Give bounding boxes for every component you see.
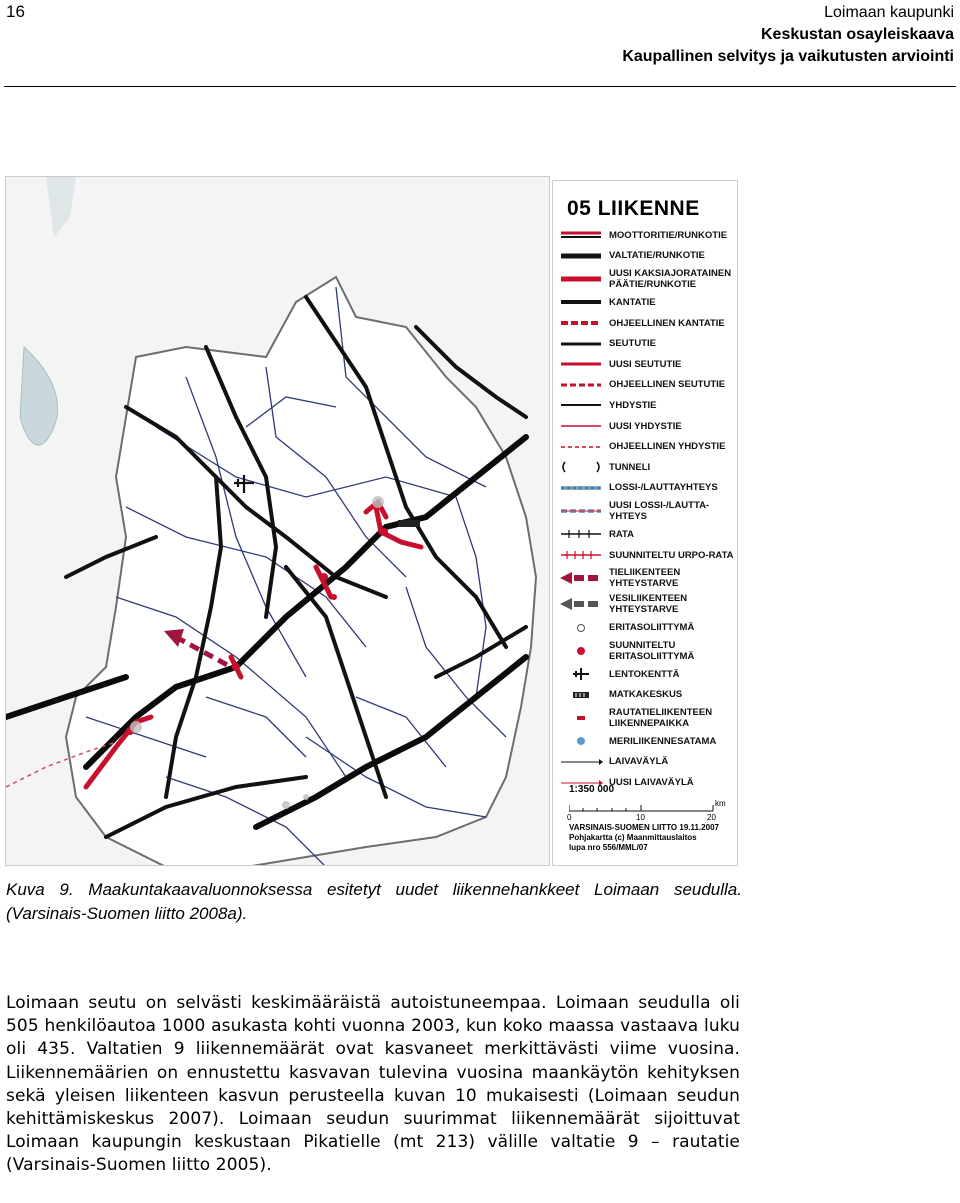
red-arrow-icon	[557, 570, 605, 586]
legend-label: ERITASOLIITTYMÄ	[609, 622, 695, 634]
legend-item	[557, 638, 739, 664]
legend-item	[557, 416, 739, 437]
legend-label: UUSI LOSSI-/LAUTTA-YHTEYS	[609, 500, 710, 523]
legend-label: SUUNNITELTU URPO-RATA	[609, 549, 734, 561]
legend-item	[557, 225, 739, 246]
page-header	[0, 0, 960, 90]
new-ferry-line-icon	[557, 503, 605, 519]
legend-item	[557, 685, 739, 706]
legend-item	[557, 436, 739, 457]
legend-item	[557, 752, 739, 773]
thin-black-line-icon	[557, 397, 605, 413]
legend-item	[557, 395, 739, 416]
dashed-red-line-icon	[557, 377, 605, 393]
legend-item	[557, 354, 739, 375]
body-text	[6, 992, 740, 1178]
thick-black-line-icon	[557, 248, 605, 264]
thin-dashed-red-line-icon	[557, 439, 605, 455]
map-credit-source: VARSINAIS-SUOMEN LIITTO 19.11.2007	[569, 823, 719, 832]
planned-railway-icon	[557, 547, 605, 563]
legend-item	[557, 617, 739, 638]
legend-label: LENTOKENTTÄ	[609, 668, 680, 680]
tunnel-icon	[557, 459, 605, 475]
black-line-icon	[557, 336, 605, 352]
legend-item	[557, 375, 739, 396]
legend-label: LOSSI-/LAUTTAYHTEYS	[609, 482, 718, 494]
red-dash-icon	[557, 710, 605, 726]
thick-red-line-icon	[557, 271, 605, 287]
traffic-figure	[5, 176, 738, 866]
legend-label: MOOTTORITIE/RUNKOTIE	[609, 229, 728, 241]
legend-label: YHDYSTIE	[609, 399, 657, 411]
legend-item	[557, 266, 739, 292]
legend-item	[557, 591, 739, 617]
dashed-red-line-icon	[557, 315, 605, 331]
header-divider	[4, 86, 956, 87]
header-organization: Loimaan kaupunki	[824, 4, 954, 21]
legend-label: UUSI LAIVAVÄYLÄ	[609, 777, 694, 789]
legend-label: UUSI SEUTUTIE	[609, 358, 682, 370]
scale-unit: km	[715, 799, 726, 808]
legend-items	[557, 225, 739, 793]
legend-label: RATA	[609, 528, 634, 540]
legend-label: OHJEELLINEN YHDYSTIE	[609, 441, 726, 453]
map-drawing	[6, 177, 550, 866]
thick-black-line-icon	[557, 294, 605, 310]
thin-red-line-icon	[557, 418, 605, 434]
scale-bar	[569, 801, 737, 823]
legend-label: VALTATIE/RUNKOTIE	[609, 250, 705, 262]
shipping-lane-icon	[557, 754, 605, 770]
legend-title: 05 LIIKENNE	[567, 197, 700, 220]
scale-label: 1:350 000	[569, 784, 615, 795]
legend-item	[557, 498, 739, 524]
legend-label: TUNNELI	[609, 461, 651, 473]
legend-item	[557, 457, 739, 478]
legend-item	[557, 313, 739, 334]
legend-label: MATKAKESKUS	[609, 689, 683, 701]
legend-item	[557, 292, 739, 313]
hollow-circle-icon	[557, 620, 605, 636]
map-credit-license: lupa nro 556/MML/07	[569, 843, 648, 852]
map-scale	[569, 785, 737, 853]
blue-dot-icon	[557, 733, 605, 749]
legend-item	[557, 664, 739, 685]
header-titles	[622, 2, 954, 68]
gray-arrow-icon	[557, 596, 605, 612]
legend-item	[557, 524, 739, 545]
scale-tick: 0	[567, 813, 572, 822]
airplane-icon	[557, 666, 605, 682]
ferry-line-icon	[557, 480, 605, 496]
legend-item	[557, 478, 739, 499]
legend-label: MERILIIKENNESATAMA	[609, 735, 717, 747]
legend-item	[557, 565, 739, 591]
legend-label: SUUNNITELTU ERITASOLIITTYMÄ	[609, 639, 695, 662]
map-legend	[552, 180, 738, 866]
map-credit-basemap: Pohjakartta (c) Maanmittauslaitos	[569, 833, 697, 842]
legend-item	[557, 333, 739, 354]
page-number: 16	[6, 2, 25, 21]
legend-item	[557, 705, 739, 731]
legend-item	[557, 731, 739, 752]
traffic-map	[5, 176, 550, 866]
legend-label: SEUTUTIE	[609, 338, 656, 350]
legend-label: LAIVAVÄYLÄ	[609, 756, 669, 768]
double-red-black-line-icon	[557, 227, 605, 243]
legend-item	[557, 246, 739, 267]
scale-tick: 20	[707, 813, 716, 822]
legend-label: UUSI KAKSIAJORATAINEN PÄÄTIE/RUNKOTIE	[609, 268, 732, 291]
legend-label: TIELIIKENTEEN YHTEYSTARVE	[609, 567, 681, 590]
red-line-icon	[557, 356, 605, 372]
legend-label: OHJEELLINEN KANTATIE	[609, 317, 725, 329]
bus-icon	[557, 687, 605, 703]
legend-label: VESILIIKENTEEN YHTEYSTARVE	[609, 593, 688, 616]
legend-label: OHJEELLINEN SEUTUTIE	[609, 379, 726, 391]
header-report-title: Kaupallinen selvitys ja vaikutusten arviointi	[622, 48, 954, 65]
scale-tick: 10	[636, 813, 645, 822]
legend-item	[557, 545, 739, 566]
red-dot-icon	[557, 643, 605, 659]
legend-label: UUSI YHDYSTIE	[609, 420, 682, 432]
figure-caption: Kuva 9. Maakuntakaavaluonnoksessa esitetyt uudet liikennehankkeet Loimaan seudulla.(Varsinais-Suomen liitto 2008a).	[6, 880, 742, 923]
railway-icon	[557, 526, 605, 542]
body-paragraph: Loimaan seutu on selvästi keskimääräistä autoistuneempaa. Loimaan seudulla oli 505 henkilöautoa 1000 asukasta kohti vuonna 2003, kun koko maassa vastaava luku oli 435. Valtatien 9 liikennemäärät ovat kasvaneet merkittävästi viime vuosina. Liikennemäärien on ennustettu kasvavan tulevina vuosina maankäytön kehityksen sekä yleisen liikenteen kasvun perusteella kuvan 10 mukaisesti (Loimaan seudun kehittämiskeskus 2007). Loimaan seudun suurimmat liikennemäärät sijoittuvat Loimaan kaupungin keskustaan Pikatielle (mt 213) välille valtatie 9 – rautatie (Varsinais-Suomen liitto 2005).	[6, 993, 740, 1176]
header-plan-title: Keskustan osayleiskaava	[760, 26, 954, 43]
legend-label: RAUTATIELIIKENTEEN LIIKENNEPAIKKA	[609, 707, 713, 730]
legend-label: KANTATIE	[609, 296, 656, 308]
